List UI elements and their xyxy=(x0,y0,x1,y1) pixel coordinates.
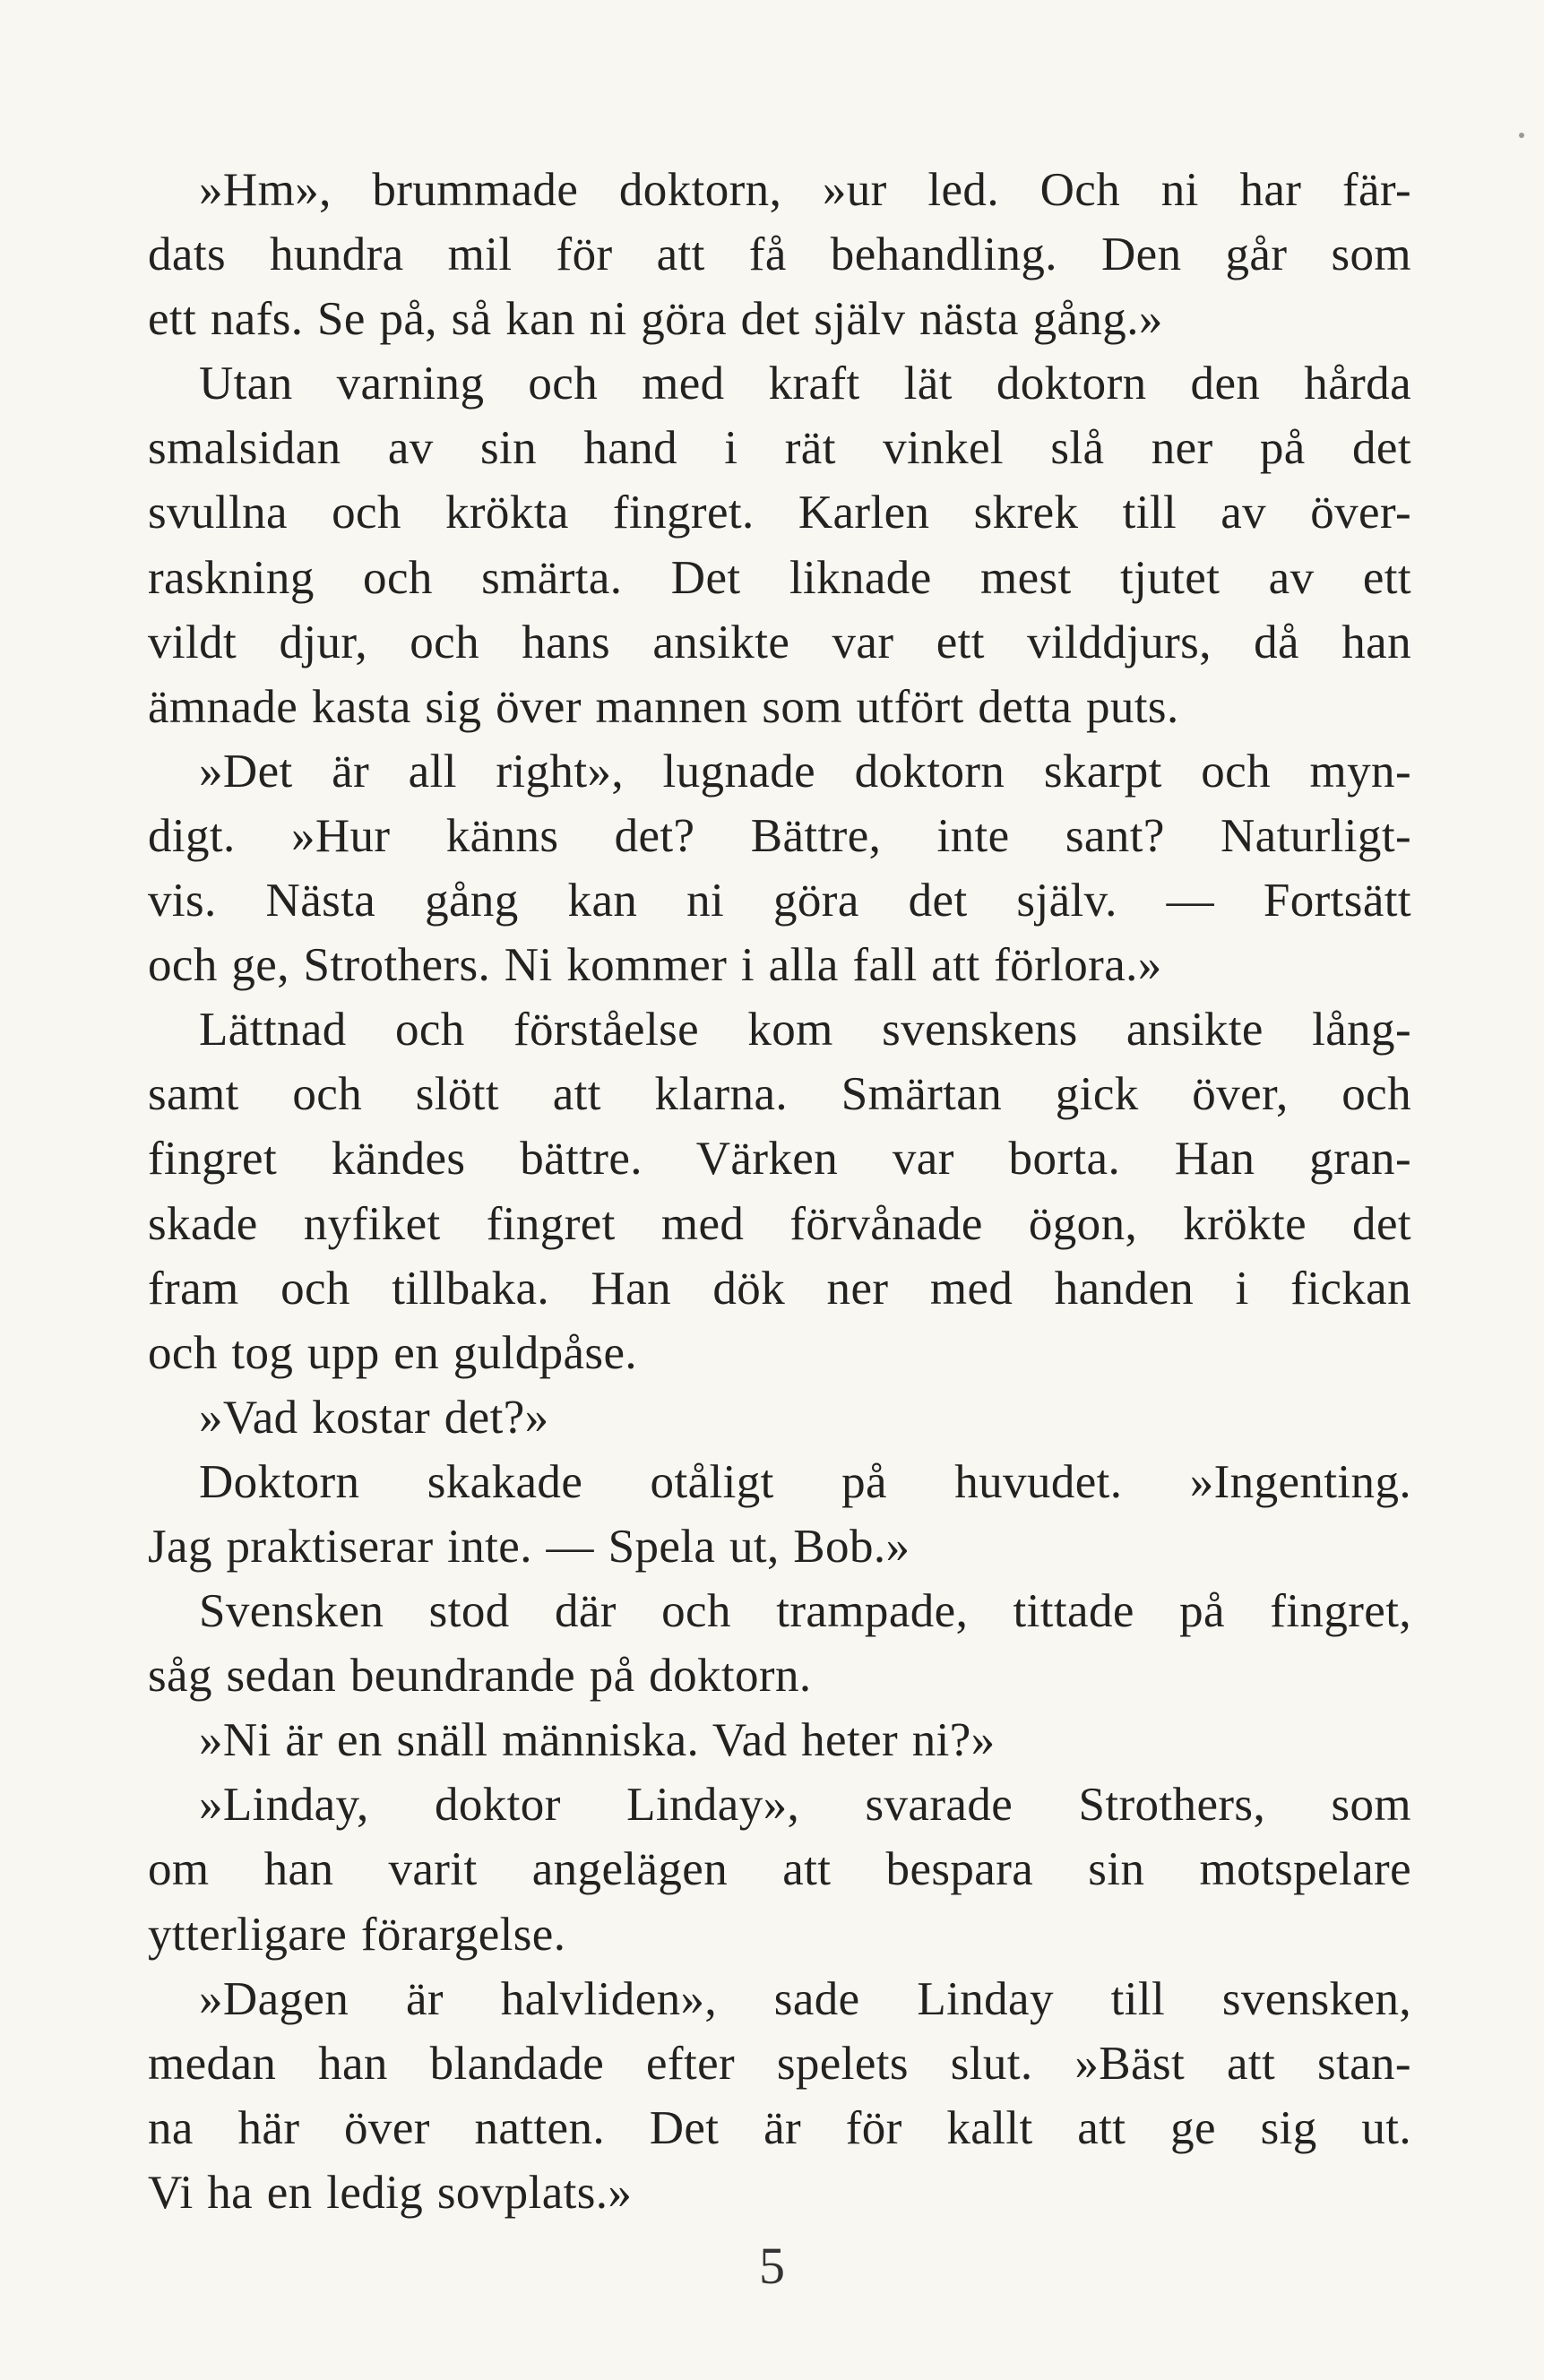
text-line: fingret kändes bättre. Värken var borta. Han gran- xyxy=(148,1133,1411,1186)
text-line: Jag praktiserar inte. — Spela ut, Bob.» xyxy=(148,1520,910,1573)
text-line: »Linday, doktor Linday», svarade Strothers, som xyxy=(199,1779,1411,1832)
text-line: na här över natten. Det är för kallt att ge sig ut. xyxy=(148,2101,1411,2154)
text-line: svullna och krökta fingret. Karlen skrek till av över- xyxy=(148,487,1411,539)
text-line: Svensken stod där och trampade, tittade på fingret, xyxy=(199,1585,1411,1638)
text-line: medan han blandade efter spelets slut. »Bäst att stan- xyxy=(148,2037,1411,2090)
text-line: Doktorn skakade otåligt på huvudet. »Ingenting. xyxy=(199,1455,1411,1508)
text-line: och ge, Strothers. Ni kommer i alla fall att förlora.» xyxy=(148,939,1162,992)
text-line: ett nafs. Se på, så kan ni göra det själv nästa gång.» xyxy=(148,293,1163,346)
text-line: och tog upp en guldpåse. xyxy=(148,1326,638,1379)
text-line: »Det är all right», lugnade doktorn skarpt och myn- xyxy=(199,745,1411,798)
text-line: vis. Nästa gång kan ni göra det själv. — Fortsätt xyxy=(148,875,1411,927)
text-line: »Vad kostar det?» xyxy=(199,1391,549,1444)
text-line: raskning och smärta. Det liknade mest tjutet av ett xyxy=(148,551,1411,604)
text-line: såg sedan beundrande på doktorn. xyxy=(148,1650,812,1703)
text-line: vildt djur, och hans ansikte var ett vilddjurs, då han xyxy=(148,616,1411,668)
text-line: om han varit angelägen att bespara sin motspelare xyxy=(148,1843,1411,1896)
text-line: fram och tillbaka. Han dök ner med handen i fickan xyxy=(148,1262,1411,1315)
text-line: ytterligare förargelse. xyxy=(148,1908,566,1961)
text-line: »Dagen är halvliden», sade Linday till svensken, xyxy=(199,1972,1411,2025)
text-line: Utan varning och med kraft lät doktorn den hårda xyxy=(199,358,1411,410)
text-line: digt. »Hur känns det? Bättre, inte sant? Naturligt- xyxy=(148,809,1411,862)
text-line: smalsidan av sin hand i rät vinkel slå ner på det xyxy=(148,422,1411,475)
text-line: Vi ha en ledig sovplats.» xyxy=(148,2166,633,2219)
text-line: skade nyfiket fingret med förvånade ögon, krökte det xyxy=(148,1197,1411,1250)
text-line: Lättnad och förståelse kom svenskens ansikte lång- xyxy=(199,1004,1411,1056)
text-line: »Hm», brummade doktorn, »ur led. Och ni har fär- xyxy=(199,164,1411,216)
text-line: dats hundra mil för att få behandling. Den går som xyxy=(148,229,1411,281)
text-line: »Ni är en snäll människa. Vad heter ni?» xyxy=(199,1714,996,1767)
text-line: ämnade kasta sig över mannen som utfört detta puts. xyxy=(148,680,1179,733)
paper-speck xyxy=(1519,133,1524,138)
text-line: samt och slött att klarna. Smärtan gick över, och xyxy=(148,1068,1411,1121)
page-number: 5 xyxy=(759,2237,785,2295)
body-text xyxy=(148,158,1411,2225)
